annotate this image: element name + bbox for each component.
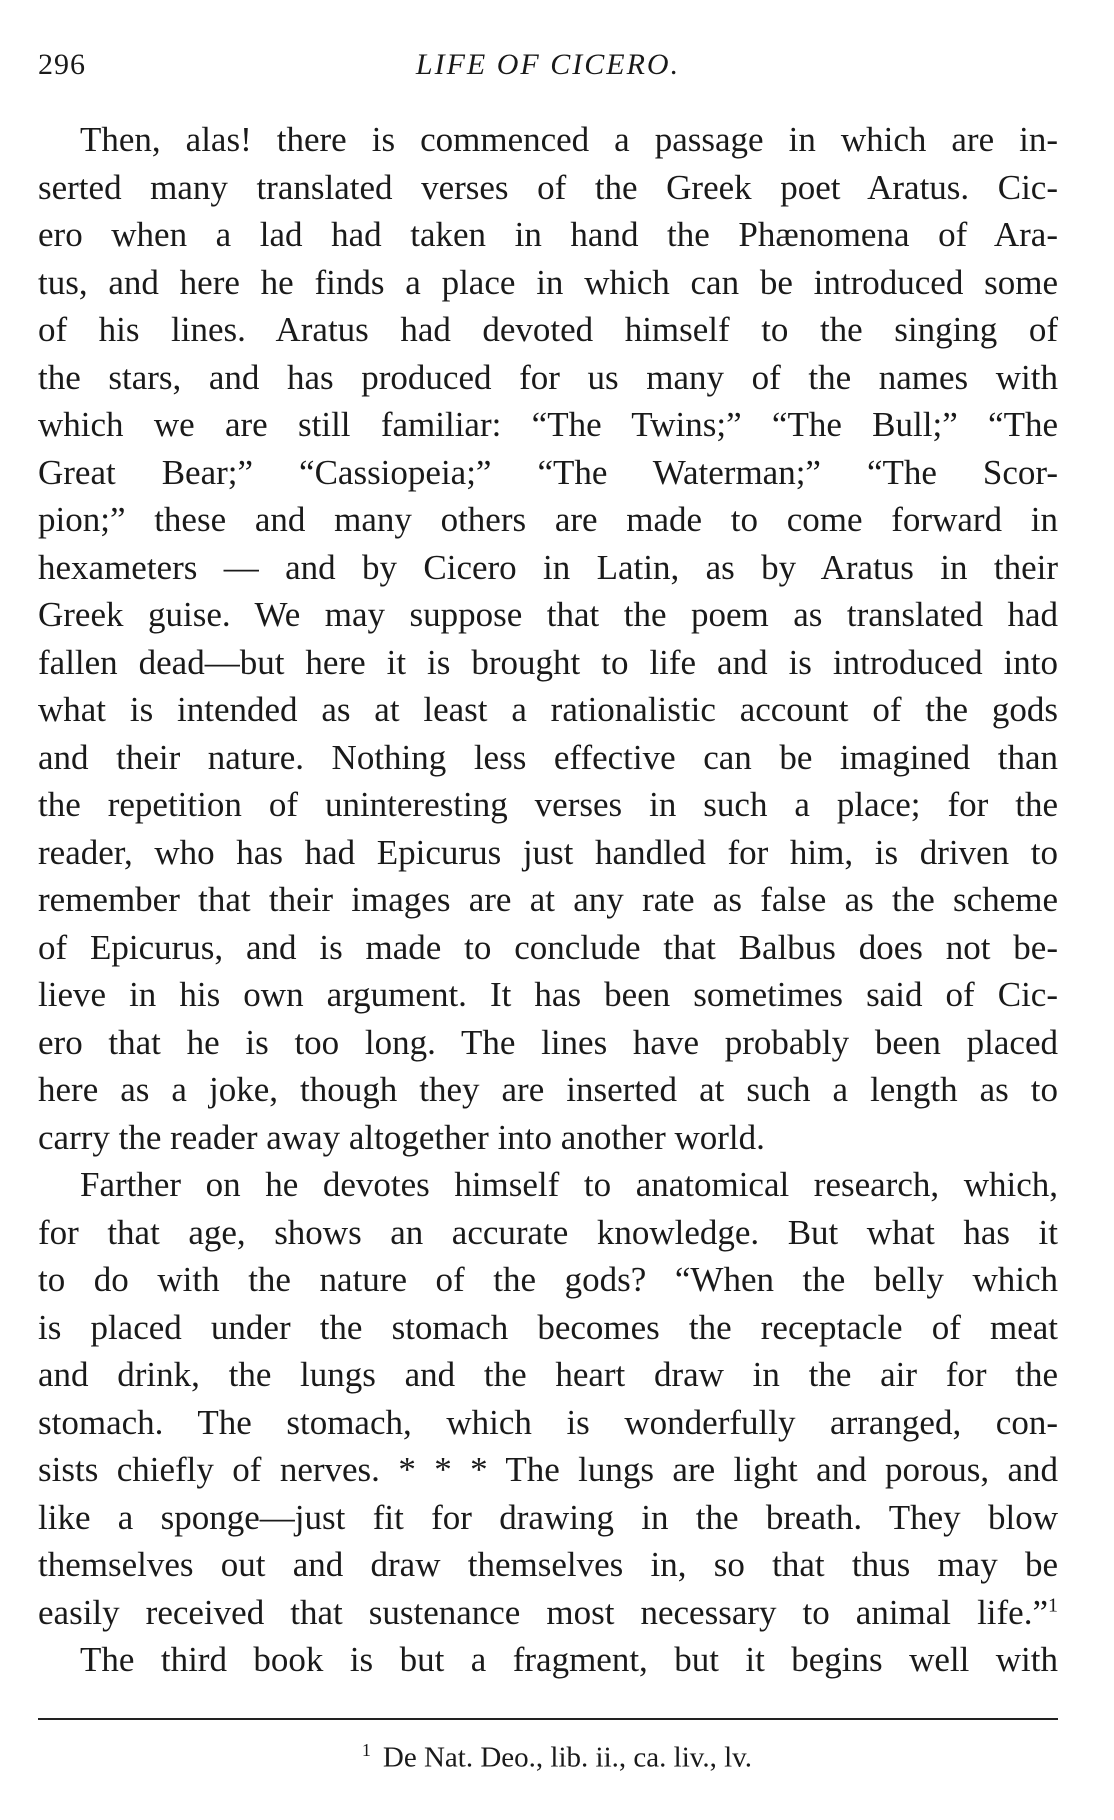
text-line-with-footnote-ref [38,1589,1058,1637]
text-line: The third book is but a fragment, but it begins well with [80,1640,1058,1679]
text-line: Farther on he devotes himself to anatomical research, which, [80,1165,1058,1204]
text-line: themselves out and draw themselves in, so that thus may be [38,1545,1058,1584]
text-line: and drink, the lungs and the heart draw in the air for the [38,1355,1058,1394]
text-line: like a sponge—just fit for drawing in the breath. They blow [38,1497,1058,1537]
text-line: Greek guise. We may suppose that the poem as translated had [38,595,1058,634]
text-line: ero that he is too long. The lines have probably been placed [38,1022,1058,1062]
text-line: the repetition of uninteresting verses in such a place; for the [38,785,1058,824]
text-line: to do with the nature of the gods? “When the belly which [38,1260,1058,1299]
text-line-content: easily received that sustenance most necessary to animal life.” [38,1592,1048,1632]
footnote-divider [38,1718,1058,1720]
body-text [38,116,1058,1684]
text-line: tus, and here he finds a place in which can be introduced some [38,262,1058,302]
text-line: serted many translated verses of the Greek poet Aratus. Cic- [38,167,1058,207]
text-line: lieve in his own argument. It has been sometimes said of Cic- [38,975,1058,1014]
footnote-marker: 1 [361,1740,371,1760]
text-line: of his lines. Aratus had devoted himself to the singing of [38,310,1058,349]
text-line: which we are still familiar: “The Twins;” “The Bull;” “The [38,405,1058,444]
text-line: hexameters — and by Cicero in Latin, as by Aratus in their [38,547,1058,587]
text-line: carry the reader away altogether into another world. [38,1117,765,1157]
text-line: ero when a lad had taken in hand the Phænomena of Ara- [38,215,1058,254]
text-line: reader, who has had Epicurus just handled for him, is driven to [38,832,1058,872]
text-line: what is intended as at least a rationalistic account of the gods [38,690,1058,729]
footnote [0,1740,1114,1775]
text-line: is placed under the stomach becomes the receptacle of meat [38,1307,1058,1347]
text-line: fallen dead—but here it is brought to life and is introduced into [38,642,1058,682]
text-line: of Epicurus, and is made to conclude that Balbus does not be- [38,927,1058,967]
page-number: 296 [38,48,86,81]
text-line: remember that their images are at any rate as false as the scheme [38,880,1058,919]
page-header [38,48,1058,92]
text-line: and their nature. Nothing less effective can be imagined than [38,737,1058,777]
text-line: for that age, shows an accurate knowledge. But what has it [38,1212,1058,1252]
text-line: sists chiefly of nerves. * * * The lungs are light and porous, and [38,1450,1058,1489]
text-line: the stars, and has produced for us many of the names with [38,357,1058,397]
running-title: LIFE OF CICERO. [415,48,681,81]
text-line: stomach. The stomach, which is wonderfully arranged, con- [38,1402,1058,1442]
text-line: pion;” these and many others are made to come forward in [38,500,1058,539]
text-line: Great Bear;” “Cassiopeia;” “The Waterman;” “The Scor- [38,452,1058,492]
footnote-text: De Nat. Deo., lib. ii., ca. liv., lv. [382,1741,753,1774]
footnote-reference: 1 [1048,1593,1058,1616]
text-line: here as a joke, though they are inserted at such a length as to [38,1070,1058,1109]
text-line: Then, alas! there is commenced a passage in which are in- [80,120,1058,159]
